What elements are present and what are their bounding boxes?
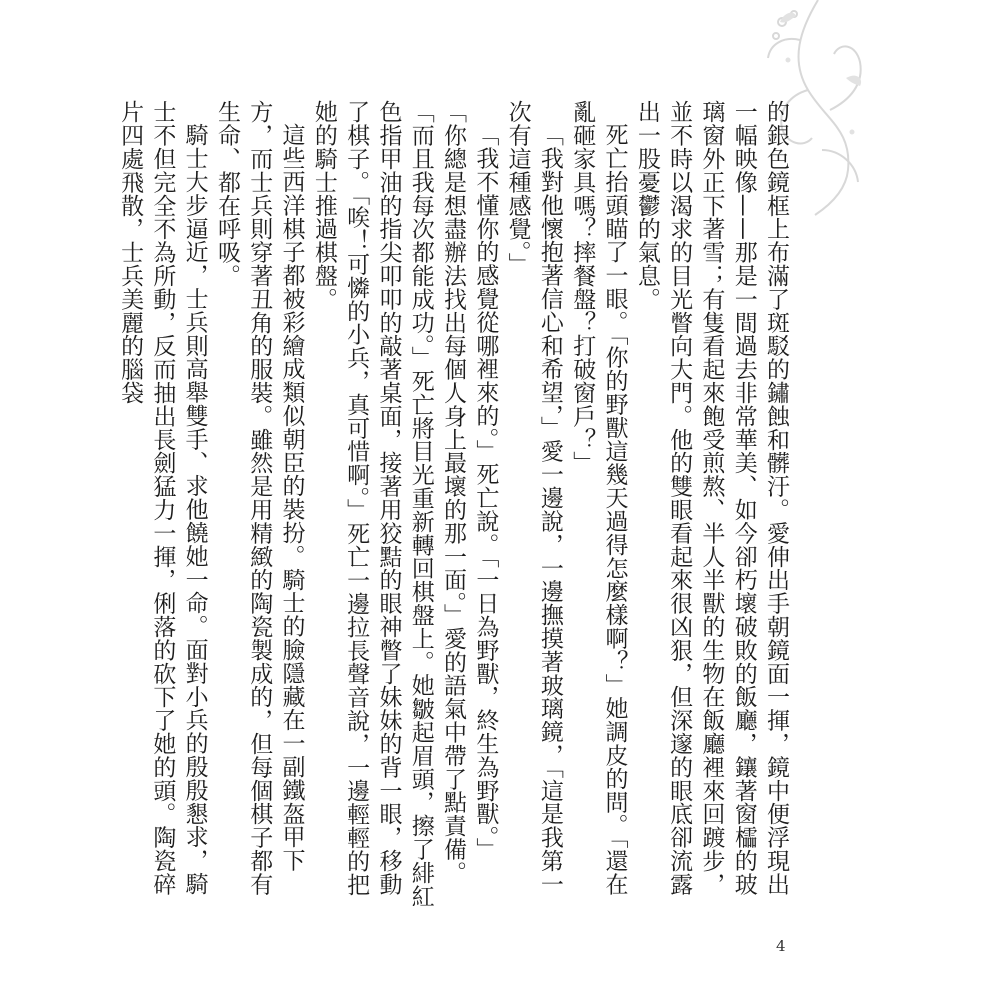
paragraph: 「而且我每次都能成功。」死亡將目光重新轉回棋盤上。她皺起眉頭，擦了緋紅色指甲油的指尖叩叩的敲著桌面，接著用狡黠的眼神瞥了妹妹的背一眼，移動了棋子。「唉！可憐的小兵，真可惜啊。」死亡一邊拉長聲音說，一邊輕輕的把她的騎士推過棋盤。 (310, 100, 434, 908)
paragraph: 「我不懂你的感覺從哪裡來的。」死亡說。「一日為野獸，終生為野獸。」 (472, 123, 499, 861)
paragraph: 的銀色鏡框上布滿了斑駁的鏽蝕和髒汙。愛伸出手朝鏡面一揮，鏡中便浮現出一幅映像——那是一間過去非常華美、如今卻朽壞破敗的飯廳，鑲著窗櫺的玻璃窗外正下著雪；有隻看起來飽受煎熬、半人半獸的生物在飯廳裡來回踱步，並不時以渴求的目光瞥向大門。他的雙眼看起來很凶狠，但深邃的眼底卻流露出一股憂鬱的氣息。 (633, 100, 789, 896)
paragraph: 騎士大步逼近，士兵則高舉雙手、求他饒她一命。面對小兵的殷殷懇求，騎士不但完全不為所動，反而抽出長劍猛力一揮，俐落的砍下了她的頭。陶瓷碎片四處飛散，士兵美麗的腦袋 (117, 100, 208, 896)
page-number: 4 (776, 937, 786, 955)
paragraph: 「你總是想盡辦法找出每個人身上最壞的那一面。」愛的語氣中帶了點責備。 (440, 100, 467, 885)
paragraph: 死亡抬頭瞄了一眼。「你的野獸這幾天過得怎麼樣啊？」她調皮的問。「還在亂砸家具嗎？摔餐盤？打破窗戶？」 (569, 100, 628, 896)
paragraph: 「我對他懷抱著信心和希望，」愛一邊說，一邊撫摸著玻璃鏡，「這是我第一次有這種感覺。」 (504, 100, 563, 896)
body-text (114, 100, 792, 910)
paragraph: 這些西洋棋子都被彩繪成類似朝臣的裝扮。騎士的臉隱藏在一副鐵盔甲下方，而士兵則穿著丑角的服裝。雖然是用精緻的陶瓷製成的，但每個棋子都有生命、都在呼吸。 (213, 100, 305, 896)
